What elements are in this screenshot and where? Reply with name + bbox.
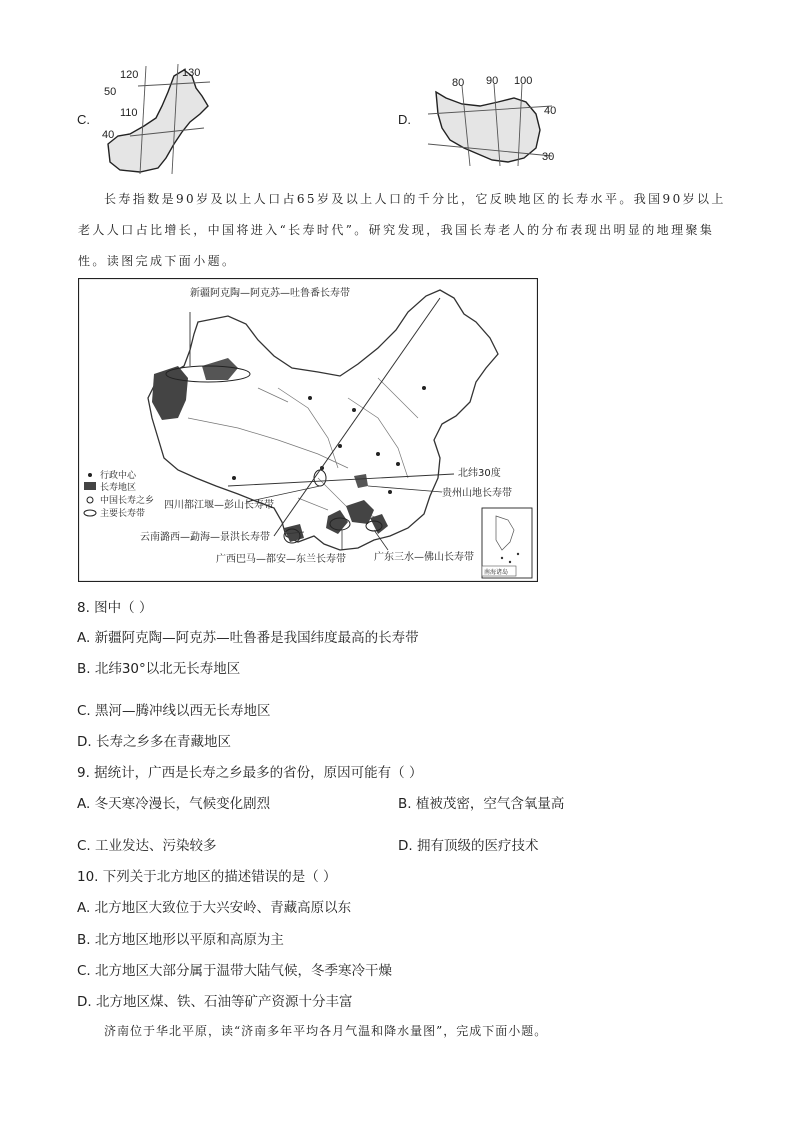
legend-region: 长寿地区 <box>100 483 137 493</box>
longevity-map <box>78 278 538 582</box>
q8-option-a[interactable]: A. 新疆阿克陶—阿克苏—吐鲁番是我国纬度最高的长寿带 <box>77 630 419 646</box>
intro-line-1: 长寿指数是90岁及以上人口占65岁及以上人口的千分比，它反映地区的长寿水平。我国90岁以上 <box>104 192 726 206</box>
q10-option-c[interactable]: C. 北方地区大部分属于温带大陆气候，冬季寒冷干燥 <box>77 963 393 979</box>
inset-label: 南海诸岛 <box>484 569 509 576</box>
tick-d-80: 80 <box>452 77 465 89</box>
option-c-label: C. <box>77 112 90 127</box>
q8-option-c[interactable]: C. 黑河—腾冲线以西无长寿地区 <box>77 703 271 719</box>
outro-text: 济南位于华北平原，读“济南多年平均各月气温和降水量图”，完成下面小题。 <box>104 1024 548 1038</box>
tick-d-90: 90 <box>486 75 499 87</box>
tick-c-40: 40 <box>102 129 115 141</box>
legend-admin: 行政中心 <box>100 471 137 481</box>
belt-guangxi-label: 广西巴马—都安—东兰长寿带 <box>216 554 346 565</box>
tick-d-40: 40 <box>544 105 557 117</box>
tick-d-100: 100 <box>514 75 533 87</box>
legend-admin-icon <box>88 473 92 477</box>
q9-option-b[interactable]: B. 植被茂密，空气含氧量高 <box>398 796 565 812</box>
tick-c-110: 110 <box>120 107 138 119</box>
q10-stem: 10. 下列关于北方地区的描述错误的是（ ） <box>77 869 337 885</box>
intro-line-3: 性。读图完成下面小题。 <box>78 254 237 268</box>
belt-yunnan-label: 云南潞西—勐海—景洪长寿带 <box>140 532 270 543</box>
legend-town: 中国长寿之乡 <box>100 496 155 506</box>
belt-sichuan-label: 四川都江堰—彭山长寿带 <box>164 500 274 511</box>
belt-guangdong-label: 广东三水—佛山长寿带 <box>374 552 474 563</box>
option-d-map <box>422 68 572 170</box>
q8-stem: 8. 图中（ ） <box>77 600 153 616</box>
q9-option-c[interactable]: C. 工业发达、污染较多 <box>77 838 217 854</box>
q9-stem: 9. 据统计，广西是长寿之乡最多的省份，原因可能有（ ） <box>77 765 423 781</box>
q10-option-d[interactable]: D. 北方地区煤、铁、石油等矿产资源十分丰富 <box>77 994 353 1010</box>
tick-d-30: 30 <box>542 151 555 163</box>
q8-option-b[interactable]: B. 北纬30°以北无长寿地区 <box>77 661 241 677</box>
belt-xinjiang-label: 新疆阿克陶—阿克苏—吐鲁番长寿带 <box>190 288 350 299</box>
intro-line-2: 老人人口占比增长，中国将进入“长寿时代”。研究发现，我国长寿老人的分布表现出明显的地理聚集 <box>78 223 715 237</box>
option-c-map <box>100 62 230 180</box>
tick-c-120: 120 <box>120 69 139 81</box>
legend-belt: 主要长寿带 <box>100 509 146 519</box>
belt-guizhou-label: 贵州山地长寿带 <box>442 488 512 499</box>
option-d-label: D. <box>398 112 411 127</box>
tick-c-130: 130 <box>182 67 201 79</box>
q8-option-d[interactable]: D. 长寿之乡多在青藏地区 <box>77 734 231 750</box>
tick-c-50: 50 <box>104 86 117 98</box>
q10-option-b[interactable]: B. 北方地区地形以平原和高原为主 <box>77 932 284 948</box>
lat-30-label: 北纬30度 <box>458 468 501 479</box>
q9-option-d[interactable]: D. 拥有顶级的医疗技术 <box>398 838 539 854</box>
legend-region-icon <box>84 482 96 490</box>
q9-option-a[interactable]: A. 冬天寒冷漫长，气候变化剧烈 <box>77 796 271 812</box>
q10-option-a[interactable]: A. 北方地区大致位于大兴安岭、青藏高原以东 <box>77 900 352 916</box>
